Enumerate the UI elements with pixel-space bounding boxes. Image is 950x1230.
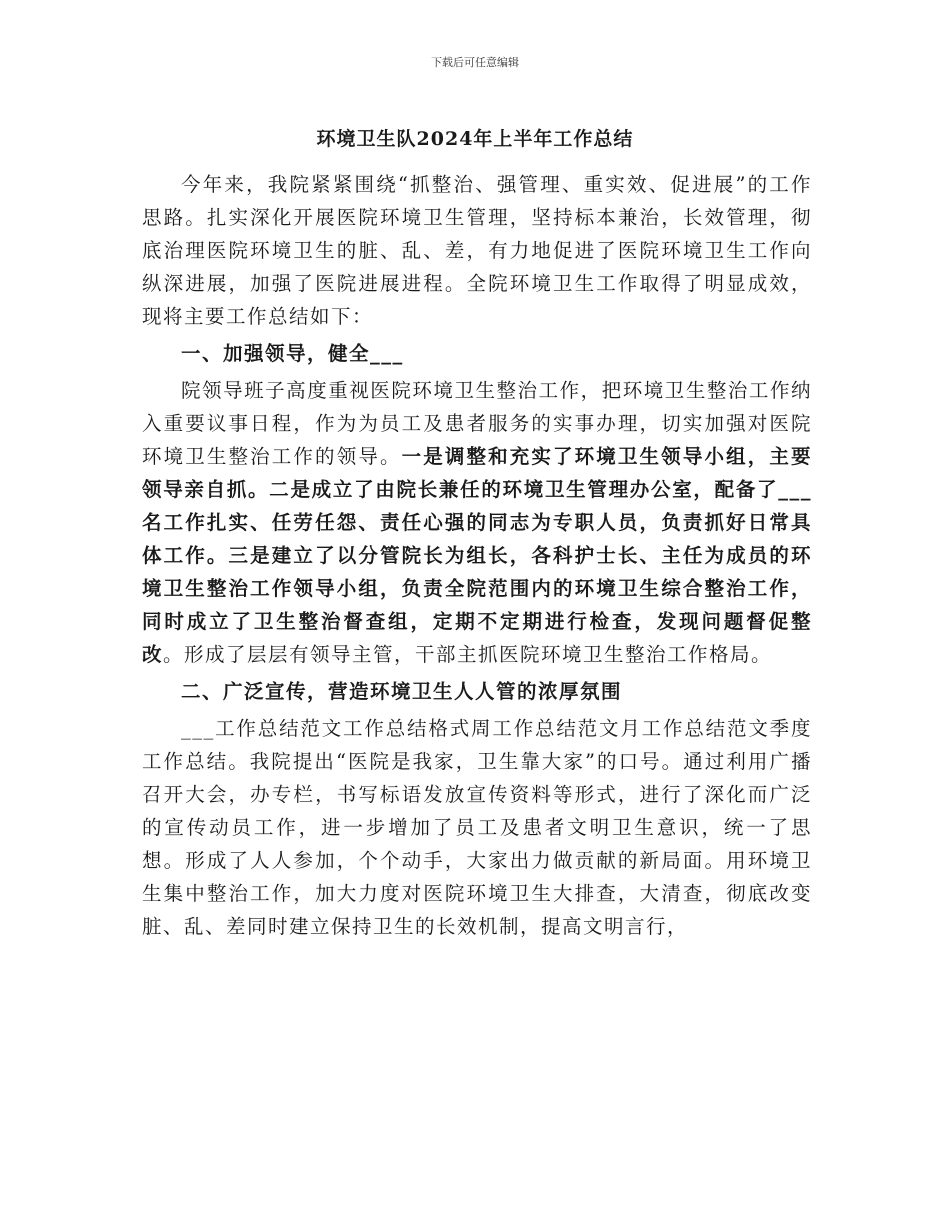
section-heading-1: 一、加强领导，健全___ xyxy=(181,342,404,365)
section-2-paragraph: ___工作总结范文工作总结格式周工作总结范文月工作总结范文季度工作总结。我院提出“医院是我家，卫生靠大家”的口号。通过利用广播召开大会，办专栏，书写标语发放宣传资料等形式，进行了深化而广泛的宣传动员工作，进一步增加了员工及患者文明卫生意识，统一了思想。形成了人人参加，个个动手，大家出力做贡献的新局面。用环境卫生集中整治工作，加大力度对医院环境卫生大排查，大清查，彻底改变脏、乱、差同时建立保持卫生的长效机制，提高文明言行， xyxy=(142,717,812,938)
document-title: 环境卫生队2024年上半年工作总结 xyxy=(316,128,634,150)
section-1-paragraph xyxy=(142,374,812,671)
section-1-text-start: 院领导班子高度重视医院环境卫生整治工作，把环境卫生整治工作纳入重要议事日程，作为为员工及患者服务的实事办理，切实加强对医院环境卫生整治工作的领导。 xyxy=(142,379,812,468)
document-body xyxy=(142,168,812,943)
section-heading-2: 二、广泛宣传，营造环境卫生人人管的浓厚氛围 xyxy=(181,680,623,703)
section-1-bold-text: 一是调整和充实了环境卫生领导小组，主要领导亲自抓。二是成立了由院长兼任的环境卫生管理办公室，配备了___名工作扎实、任劳任怨、责任心强的同志为专职人员，负责抓好日常具体工作。三是建立了以分管院长为组长，各科护士长、主任为成员的环境卫生整治工作领导小组，负责全院范围内的环境卫生综合整治工作，同时成立了卫生整治督查组，定期不定期进行检查，发现问题督促整改 xyxy=(142,445,812,666)
header-note: 下载后可任意编辑 xyxy=(431,56,519,69)
intro-paragraph: 今年来，我院紧紧围绕“抓整治、强管理、重实效、促进展”的工作思路。扎实深化开展医院环境卫生管理，坚持标本兼治，长效管理，彻底治理医院环境卫生的脏、乱、差，有力地促进了医院环境卫生工作向纵深进展，加强了医院进展进程。全院环境卫生工作取得了明显成效，现将主要工作总结如下： xyxy=(142,173,812,328)
section-1-text-end: 。形成了层层有领导主管，干部主抓医院环境卫生整治工作格局。 xyxy=(163,643,773,666)
